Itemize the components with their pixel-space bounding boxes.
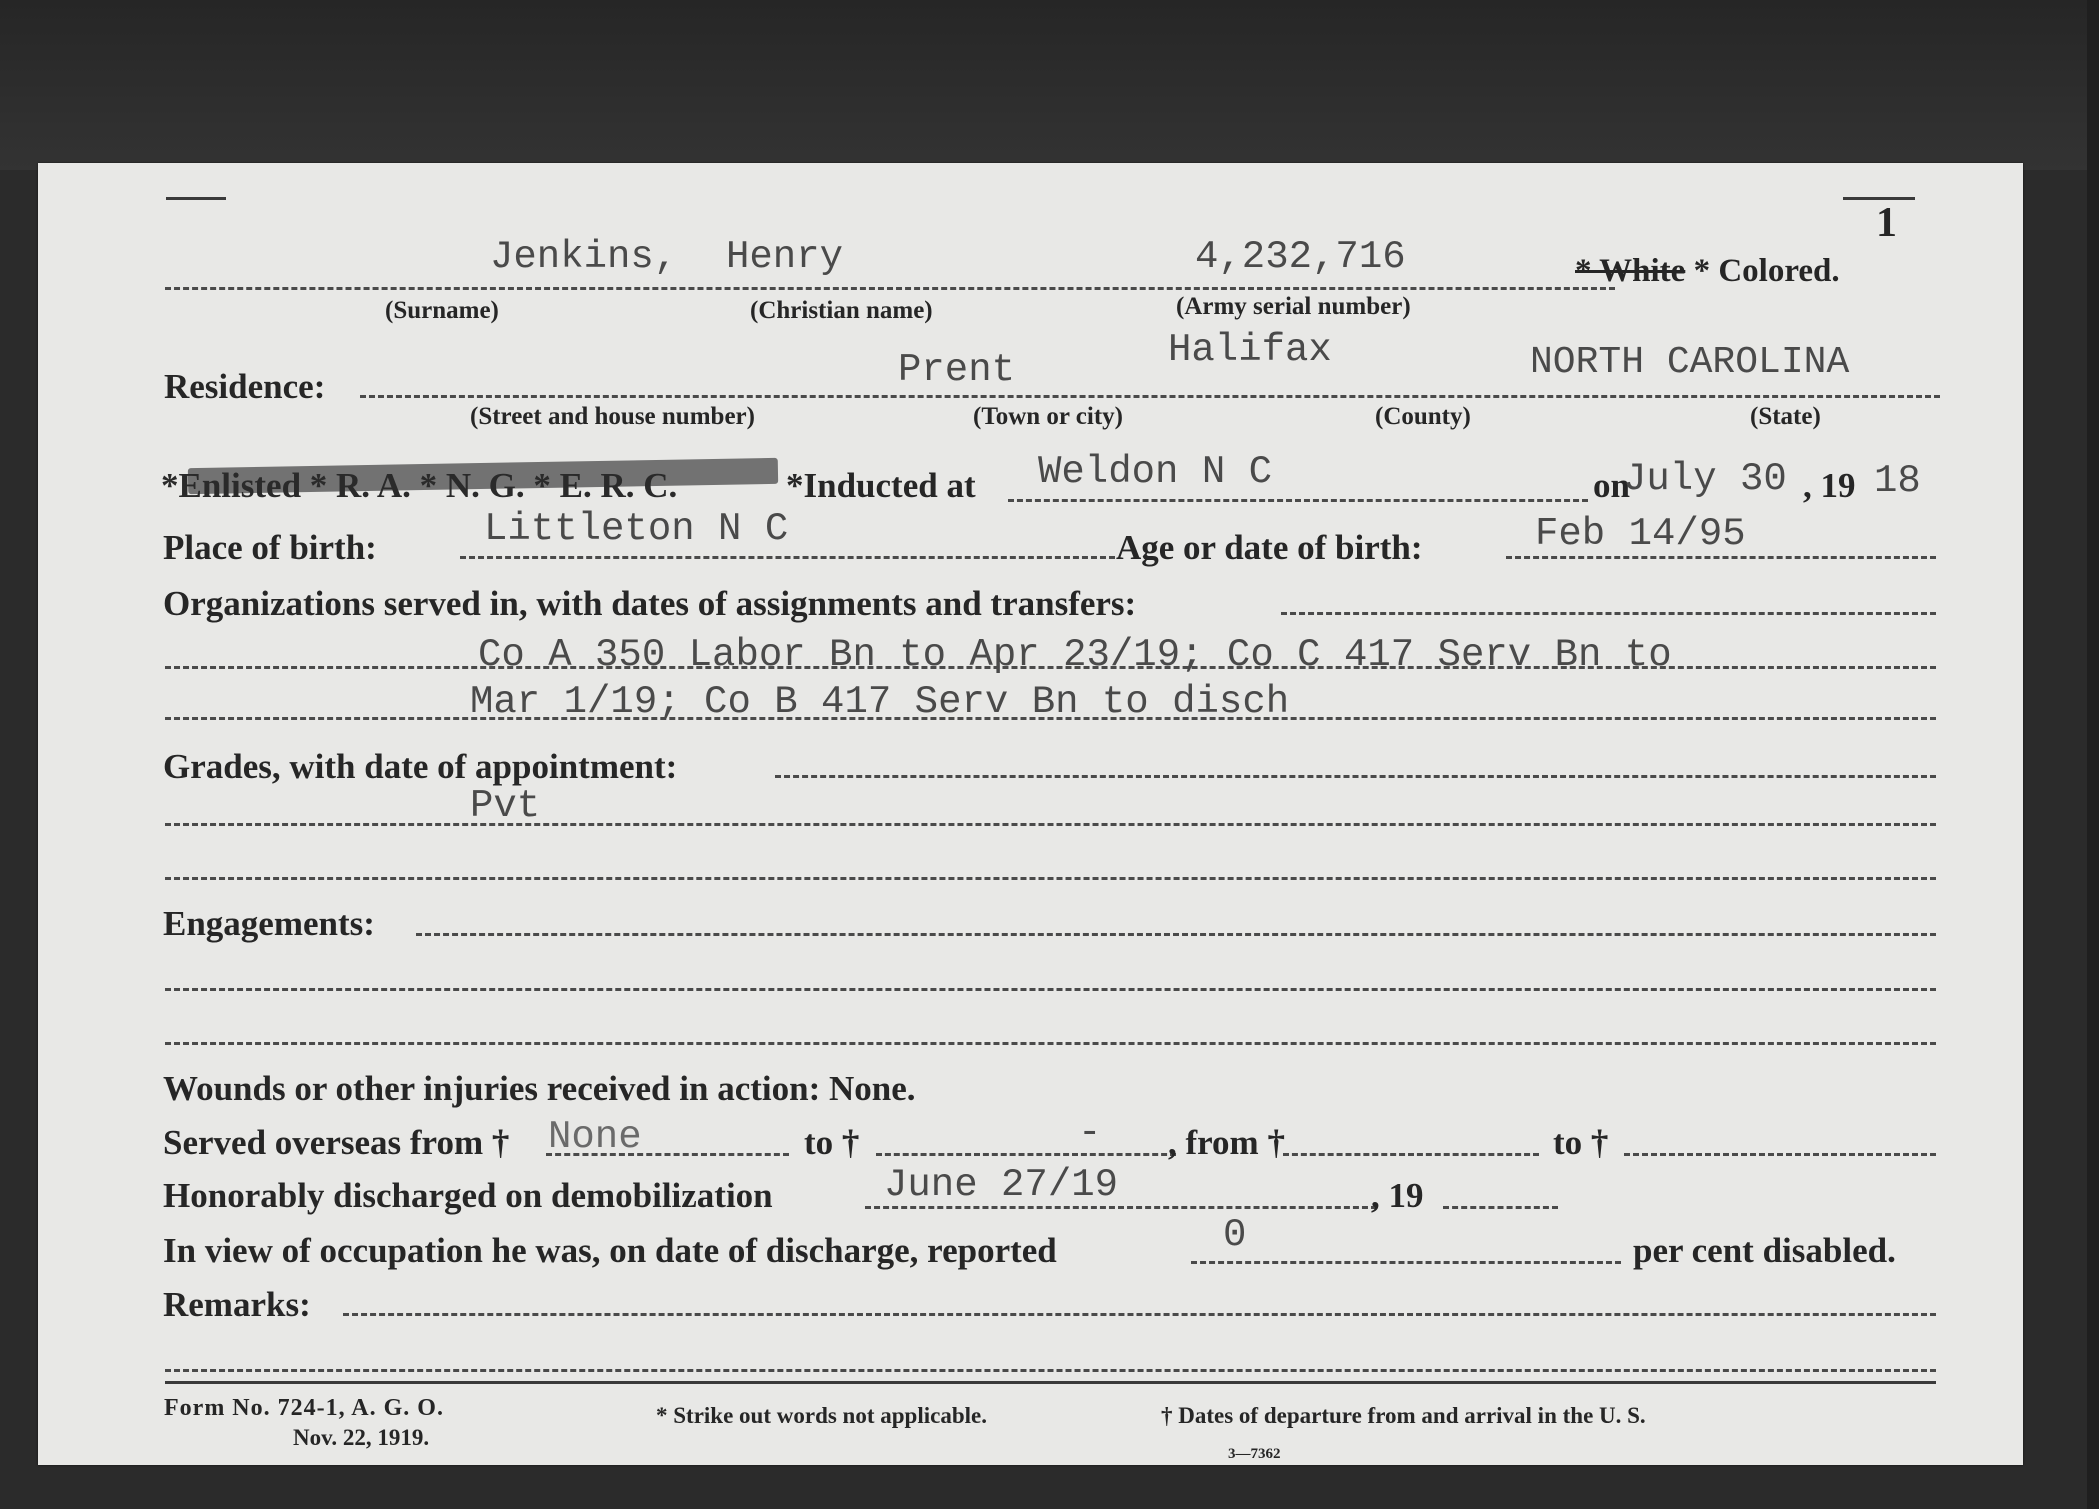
wounds-value: None. xyxy=(828,1069,916,1108)
overseas-from2-label: , from † xyxy=(1168,1123,1285,1162)
caption-county: (County) xyxy=(1375,403,1471,430)
on-label: on xyxy=(1593,466,1630,505)
remarks-label: Remarks: xyxy=(163,1285,311,1324)
footnote-strike-out: * Strike out words not applicable. xyxy=(656,1403,987,1428)
caption-state: (State) xyxy=(1750,403,1821,430)
place-of-birth-value: Littleton N C xyxy=(484,507,789,551)
overseas-from-label: Served overseas from † xyxy=(163,1123,510,1162)
engagements-rule-0 xyxy=(416,933,1936,936)
residence-label: Residence: xyxy=(164,367,326,406)
induction-year: 18 xyxy=(1874,459,1921,503)
organizations-line-1: Co A 350 Labor Bn to Apr 23/19; Co C 417 Serv Bn to xyxy=(478,633,1672,677)
disability-suffix: per cent disabled. xyxy=(1633,1231,1896,1270)
corner-dash-left xyxy=(166,197,226,200)
overseas-to2-rule xyxy=(1624,1153,1936,1156)
overseas-from2-rule xyxy=(1283,1153,1539,1156)
wounds-row xyxy=(163,1069,916,1109)
organizations-label: Organizations served in, with dates of assignments and transfers: xyxy=(163,584,1137,623)
inducted-at-value: Weldon N C xyxy=(1038,450,1273,494)
caption-serial-number: (Army serial number) xyxy=(1176,293,1411,320)
scanner-backdrop xyxy=(0,0,2099,170)
name-line-rule xyxy=(165,287,1615,290)
discharge-label: Honorably discharged on demobilization xyxy=(163,1176,773,1215)
caption-street: (Street and house number) xyxy=(470,403,755,430)
caption-christian-name: (Christian name) xyxy=(750,297,933,324)
card-number: 1 xyxy=(1876,200,1897,246)
service-record-card xyxy=(38,163,2023,1465)
serial-number-value: 4,232,716 xyxy=(1195,235,1406,279)
discharge-year-label: , 19 xyxy=(1371,1176,1424,1215)
overseas-to-value: - xyxy=(1078,1111,1102,1155)
grades-rule-1 xyxy=(165,823,1936,826)
inducted-label: *Inducted at xyxy=(786,466,976,505)
wounds-label: Wounds or other injuries received in action: xyxy=(163,1069,821,1108)
date-of-birth-value: Feb 14/95 xyxy=(1535,512,1746,556)
overseas-to2-label: to † xyxy=(1553,1123,1609,1162)
caption-surname: (Surname) xyxy=(385,297,499,324)
induction-date: July 30 xyxy=(1623,457,1787,501)
overseas-to-rule xyxy=(876,1153,1176,1156)
enlisted-options: *Enlisted * R. A. * N. G. * E. R. C. xyxy=(161,466,678,505)
place-of-birth-rule xyxy=(460,556,1115,559)
grades-rule-2 xyxy=(165,877,1936,880)
organizations-rule-2 xyxy=(165,717,1936,720)
remarks-rule-0 xyxy=(343,1313,1936,1316)
organizations-line-2: Mar 1/19; Co B 417 Serv Bn to disch xyxy=(470,680,1290,724)
place-of-birth-label: Place of birth: xyxy=(163,528,377,567)
organizations-rule-0 xyxy=(1281,612,1936,615)
discharge-year-rule xyxy=(1443,1206,1558,1209)
engagements-label: Engagements: xyxy=(163,904,375,943)
form-date: Nov. 22, 1919. xyxy=(293,1425,430,1450)
footnote-dates: † Dates of departure from and arrival in the U. S. xyxy=(1161,1403,1646,1428)
residence-town: Prent xyxy=(898,348,1016,392)
form-code: 3—7362 xyxy=(1228,1446,1281,1462)
engagements-rule-2 xyxy=(165,1042,1936,1045)
race-white: * White xyxy=(1575,253,1686,289)
form-number: Form No. 724-1, A. G. O. xyxy=(164,1395,444,1421)
caption-town: (Town or city) xyxy=(973,403,1123,430)
age-label: Age or date of birth: xyxy=(1116,528,1423,567)
surname-value: Jenkins, xyxy=(490,235,678,279)
grades-rule-0 xyxy=(775,775,1936,778)
christian-name-value: Henry xyxy=(726,235,844,279)
residence-county: Halifax xyxy=(1168,328,1332,372)
race-options xyxy=(1575,253,1840,290)
overseas-to-label: to † xyxy=(804,1123,860,1162)
race-colored: * Colored. xyxy=(1693,253,1840,289)
remarks-rule-1 xyxy=(165,1369,1936,1372)
engagements-rule-1 xyxy=(165,988,1936,991)
year-prefix: , 19 xyxy=(1803,466,1856,505)
organizations-rule-1 xyxy=(165,666,1936,669)
grades-label: Grades, with date of appointment: xyxy=(163,747,678,786)
residence-state: NORTH CAROLINA xyxy=(1530,341,1850,384)
disability-label: In view of occupation he was, on date of discharge, reported xyxy=(163,1231,1057,1270)
inducted-rule xyxy=(1008,499,1588,502)
residence-rule xyxy=(360,395,1940,398)
discharge-rule xyxy=(865,1206,1377,1209)
disability-rule xyxy=(1191,1261,1621,1264)
footer-separator xyxy=(165,1381,1936,1384)
overseas-from-value: None xyxy=(548,1115,642,1159)
grade-value: Pvt xyxy=(470,784,541,828)
scanner-edge xyxy=(2087,0,2099,1509)
overseas-from-rule xyxy=(546,1153,789,1156)
date-of-birth-rule xyxy=(1506,556,1936,559)
discharge-date: June 27/19 xyxy=(884,1163,1119,1207)
disability-value: 0 xyxy=(1223,1213,1247,1257)
